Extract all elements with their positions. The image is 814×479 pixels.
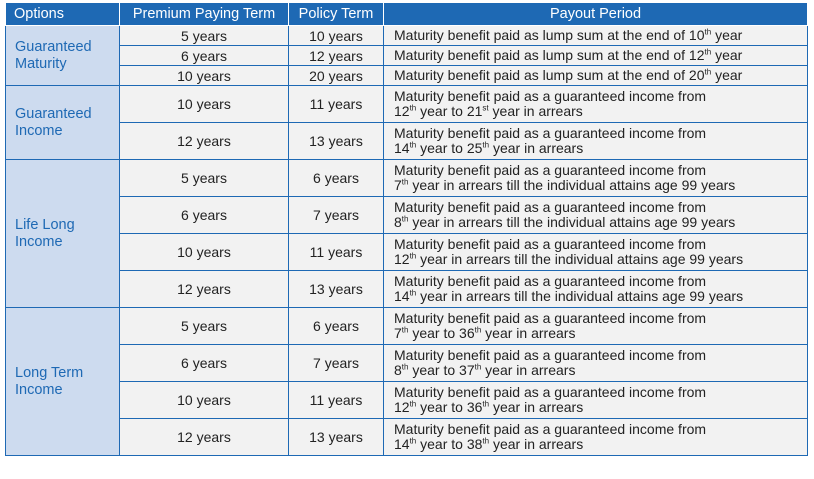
ordinal-suffix: th — [401, 325, 409, 335]
payout-text: year in arrears — [481, 362, 576, 378]
payout-text: year in arrears — [489, 436, 584, 452]
ordinal-suffix: th — [409, 436, 417, 446]
payout-text: 7 — [394, 177, 402, 193]
payout-text-line — [394, 28, 807, 43]
payout-text: Maturity benefit paid as a guaranteed income from — [394, 310, 707, 326]
payout-text-line — [394, 104, 807, 119]
payout-text: Maturity benefit paid as lump sum at the end of 20 — [394, 67, 705, 83]
ordinal-suffix: th — [401, 362, 409, 372]
ordinal-suffix: th — [474, 325, 482, 335]
option-cell — [6, 308, 120, 456]
payout-text: year to 36 — [408, 325, 475, 341]
payout-text: year in arrears till the individual attains age 99 years — [416, 251, 744, 267]
payout-text: Maturity benefit paid as a guaranteed income from — [394, 347, 707, 363]
payout-text-line — [394, 348, 807, 363]
header-policy-term: Policy Term — [289, 3, 384, 26]
policy-term-cell: 10 years — [289, 26, 384, 46]
payout-period-cell — [384, 123, 808, 160]
payout-text-line — [394, 215, 807, 230]
table-row — [6, 382, 808, 419]
premium-paying-term-cell: 12 years — [120, 123, 289, 160]
payout-text-line — [394, 237, 807, 252]
payout-text: 14 — [394, 140, 410, 156]
ordinal-suffix: th — [482, 436, 490, 446]
payout-text-line — [394, 311, 807, 326]
ordinal-suffix: th — [474, 362, 482, 372]
payout-period-cell — [384, 86, 808, 123]
premium-paying-term-cell: 5 years — [120, 160, 289, 197]
payout-text: year in arrears till the individual attains age 99 years — [408, 177, 736, 193]
table-row — [6, 308, 808, 345]
payout-text-line — [394, 326, 807, 341]
policy-term-cell: 11 years — [289, 382, 384, 419]
premium-paying-term-cell: 10 years — [120, 382, 289, 419]
payout-text-line — [394, 89, 807, 104]
payout-text: year in arrears — [489, 140, 584, 156]
payout-period-cell — [384, 26, 808, 46]
header-payout-period: Payout Period — [384, 3, 808, 26]
policy-term-cell: 13 years — [289, 123, 384, 160]
payout-text: 8 — [394, 362, 402, 378]
table-row — [6, 271, 808, 308]
payout-text: year to 38 — [416, 436, 483, 452]
ordinal-suffix: th — [482, 399, 490, 409]
payout-text: 14 — [394, 436, 410, 452]
ordinal-suffix: th — [704, 27, 712, 37]
policy-term-cell: 7 years — [289, 197, 384, 234]
payout-text-line — [394, 68, 807, 83]
table-row — [6, 197, 808, 234]
option-label: Guaranteed — [15, 38, 92, 55]
payout-text: year in arrears — [489, 399, 584, 415]
policy-term-cell: 13 years — [289, 271, 384, 308]
ordinal-suffix: th — [409, 140, 417, 150]
payout-period-cell — [384, 419, 808, 456]
payout-text-line — [394, 48, 807, 63]
ordinal-suffix: th — [704, 67, 712, 77]
policy-term-cell: 13 years — [289, 419, 384, 456]
payout-text: year — [711, 47, 743, 63]
policy-term-cell: 6 years — [289, 308, 384, 345]
ordinal-suffix: th — [482, 140, 490, 150]
header-options: Options — [6, 3, 120, 26]
table-row — [6, 86, 808, 123]
payout-text: 12 — [394, 399, 410, 415]
premium-paying-term-cell: 6 years — [120, 46, 289, 66]
premium-paying-term-cell: 12 years — [120, 271, 289, 308]
premium-paying-term-cell: 10 years — [120, 86, 289, 123]
payout-text: Maturity benefit paid as a guaranteed income from — [394, 88, 707, 104]
payout-text: Maturity benefit paid as a guaranteed income from — [394, 236, 707, 252]
payout-text: year to 25 — [416, 140, 483, 156]
payout-text: Maturity benefit paid as lump sum at the end of 10 — [394, 27, 705, 43]
payout-period-cell — [384, 308, 808, 345]
payout-period-cell — [384, 234, 808, 271]
policy-term-cell: 20 years — [289, 66, 384, 86]
payout-text: 8 — [394, 214, 402, 230]
payout-text: year to 37 — [408, 362, 475, 378]
payout-text: year in arrears till the individual attains age 99 years — [416, 288, 744, 304]
payout-period-cell — [384, 345, 808, 382]
payout-text-line — [394, 200, 807, 215]
payout-text: year to 36 — [416, 399, 483, 415]
table-row — [6, 419, 808, 456]
payout-text-line — [394, 178, 807, 193]
payout-text-line — [394, 252, 807, 267]
option-label: Income — [15, 233, 63, 250]
payout-text: year to 21 — [416, 103, 483, 119]
premium-paying-term-cell: 6 years — [120, 197, 289, 234]
premium-paying-term-cell: 5 years — [120, 26, 289, 46]
ordinal-suffix: th — [704, 47, 712, 57]
payout-text-line — [394, 126, 807, 141]
payout-text-line — [394, 289, 807, 304]
payout-text: Maturity benefit paid as a guaranteed income from — [394, 421, 707, 437]
option-label: Life Long — [15, 216, 75, 233]
option-label: Guaranteed — [15, 105, 92, 122]
payout-text: 12 — [394, 251, 410, 267]
premium-paying-term-cell: 10 years — [120, 234, 289, 271]
option-label: Income — [15, 122, 63, 139]
premium-paying-term-cell: 6 years — [120, 345, 289, 382]
policy-term-cell: 11 years — [289, 86, 384, 123]
ordinal-suffix: th — [401, 214, 409, 224]
payout-text-line — [394, 363, 807, 378]
payout-table — [5, 2, 808, 456]
payout-text: Maturity benefit paid as a guaranteed income from — [394, 162, 707, 178]
payout-period-cell — [384, 160, 808, 197]
payout-period-cell — [384, 382, 808, 419]
option-label: Income — [15, 381, 63, 398]
payout-text-line — [394, 385, 807, 400]
payout-text: year — [711, 67, 743, 83]
ordinal-suffix: st — [482, 103, 489, 113]
ordinal-suffix: th — [409, 288, 417, 298]
table-body — [6, 26, 808, 456]
ordinal-suffix: th — [409, 103, 417, 113]
payout-period-cell — [384, 46, 808, 66]
table-row — [6, 46, 808, 66]
payout-text: Maturity benefit paid as a guaranteed income from — [394, 125, 707, 141]
ordinal-suffix: th — [409, 251, 417, 261]
payout-text: year in arrears till the individual attains age 99 years — [408, 214, 736, 230]
table-row — [6, 66, 808, 86]
policy-term-cell: 11 years — [289, 234, 384, 271]
payout-text: 14 — [394, 288, 410, 304]
payout-text-line — [394, 274, 807, 289]
premium-paying-term-cell: 12 years — [120, 419, 289, 456]
table-row — [6, 345, 808, 382]
payout-period-cell — [384, 197, 808, 234]
header-premium-paying-term: Premium Paying Term — [120, 3, 289, 26]
payout-period-cell — [384, 271, 808, 308]
payout-text-line — [394, 163, 807, 178]
payout-text: 7 — [394, 325, 402, 341]
payout-text: Maturity benefit paid as a guaranteed income from — [394, 384, 707, 400]
premium-paying-term-cell: 10 years — [120, 66, 289, 86]
ordinal-suffix: th — [401, 177, 409, 187]
table-row — [6, 123, 808, 160]
payout-text-line — [394, 422, 807, 437]
option-cell — [6, 160, 120, 308]
payout-text: Maturity benefit paid as lump sum at the end of 12 — [394, 47, 705, 63]
payout-text-line — [394, 141, 807, 156]
policy-term-cell: 6 years — [289, 160, 384, 197]
policy-term-cell: 12 years — [289, 46, 384, 66]
payout-text: year in arrears — [481, 325, 576, 341]
policy-term-cell: 7 years — [289, 345, 384, 382]
option-label: Maturity — [15, 55, 67, 72]
table-row — [6, 26, 808, 46]
payout-text: 12 — [394, 103, 410, 119]
payout-text: Maturity benefit paid as a guaranteed income from — [394, 273, 707, 289]
table-row — [6, 234, 808, 271]
premium-paying-term-cell: 5 years — [120, 308, 289, 345]
payout-text: year in arrears — [488, 103, 583, 119]
option-label: Long Term — [15, 364, 84, 381]
payout-text: Maturity benefit paid as a guaranteed income from — [394, 199, 707, 215]
ordinal-suffix: th — [409, 399, 417, 409]
option-cell — [6, 26, 120, 86]
payout-text: year — [711, 27, 743, 43]
payout-text-line — [394, 400, 807, 415]
option-cell — [6, 86, 120, 160]
table-row — [6, 160, 808, 197]
payout-text-line — [394, 437, 807, 452]
header-row — [6, 3, 808, 26]
payout-period-cell — [384, 66, 808, 86]
